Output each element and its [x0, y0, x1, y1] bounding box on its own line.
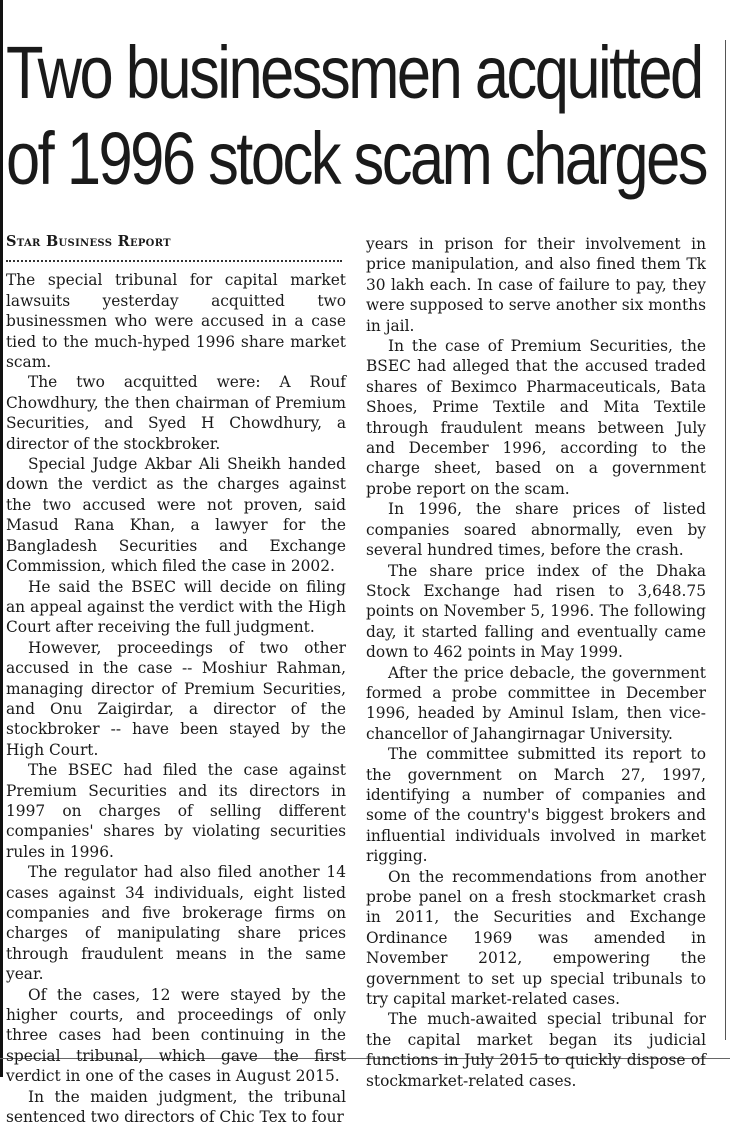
paragraph: However, proceedings of two other accused in the case -- Moshiur Rahman, managing director of Premium Securities, and Onu Zaigirdar, a director of the stockbroker -- have been stayed by the High Court.	[6, 638, 346, 759]
headline-line-2: of 1996 stock scam charges	[6, 117, 706, 200]
paragraph: The much-awaited special tribunal for the capital market began its judicial functions in July 2015 to quickly dispose of stockmarket-related cases.	[366, 1010, 706, 1090]
paragraph: years in prison for their involvement in price manipulation, and also fined them Tk 30 lakh each. In case of failure to pay, they were supposed to serve another six months in jail.	[366, 235, 706, 335]
paragraph: He said the BSEC will decide on filing an appeal against the verdict with the High Court after receiving the full judgment.	[6, 577, 346, 637]
paragraph: In 1996, the share prices of listed companies soared abnormally, even by several hundred times, before the crash.	[366, 500, 706, 560]
paragraph: Of the cases, 12 were stayed by the higher courts, and proceedings of only three cases had been continuing in the special tribunal, which gave the first verdict in one of the cases in August 2015.	[6, 985, 346, 1086]
paragraph: Special Judge Akbar Ali Sheikh handed down the verdict as the charges against the two accused were not proven, said Masud Rana Khan, a lawyer for the Bangladesh Securities and Exchange Commission, which filed the case in 2002.	[6, 455, 346, 576]
paragraph: In the case of Premium Securities, the BSEC had alleged that the accused traded shares of Beximco Pharmaceuticals, Bata Shoes, Prime Textile and Mita Textile through fraudulent means between July and December 1996, according to the charge sheet, based on a government probe report on the scam.	[366, 337, 706, 498]
article-column-right	[366, 234, 706, 1091]
byline: Star Business Report	[6, 233, 171, 250]
paragraph: In the maiden judgment, the tribunal sentenced two directors of Chic Tex to four	[6, 1087, 346, 1127]
right-column-rule	[725, 40, 726, 1040]
paragraph: The share price index of the Dhaka Stock Exchange had risen to 3,648.75 points on November 5, 1996. The following day, it started falling and eventually came down to 462 points in May 1999.	[366, 561, 706, 662]
paragraph: The committee submitted its report to the government on March 27, 1997, identifying a number of companies and some of the country's biggest brokers and influential individuals involved in market rigging.	[366, 745, 706, 866]
dotted-divider	[6, 254, 342, 262]
headline-line-1: Two businessmen acquitted	[6, 31, 702, 114]
article-column-left	[6, 232, 346, 1127]
paragraph: The BSEC had filed the case against Premium Securities and its directors in 1997 on charges of selling different companies' shares by violating securities rules in 1996.	[6, 761, 346, 861]
paragraph: The two acquitted were: A Rouf Chowdhury, the then chairman of Premium Securities, and Syed H Chowdhury, a director of the stockbroker.	[6, 373, 346, 453]
paragraph: After the price debacle, the government formed a probe committee in December 1996, headed by Aminul Islam, then vice-chancellor of Jahangirnagar University.	[366, 663, 706, 743]
paragraph: The special tribunal for capital market lawsuits yesterday acquitted two businessmen who were accused in a case tied to the much-hyped 1996 share market scam.	[6, 271, 346, 372]
paragraph: The regulator had also filed another 14 cases against 34 individuals, eight listed companies and five brokerage firms on charges of manipulating share prices through fraudulent means in the same year.	[6, 863, 346, 984]
headline	[6, 30, 706, 202]
paragraph: On the recommendations from another probe panel on a fresh stockmarket crash in 2011, the Securities and Exchange Ordinance 1969 was amended in November 2012, empowering the government to set up special tribunals to try capital market-related cases.	[366, 867, 706, 1009]
left-border	[0, 0, 3, 1077]
